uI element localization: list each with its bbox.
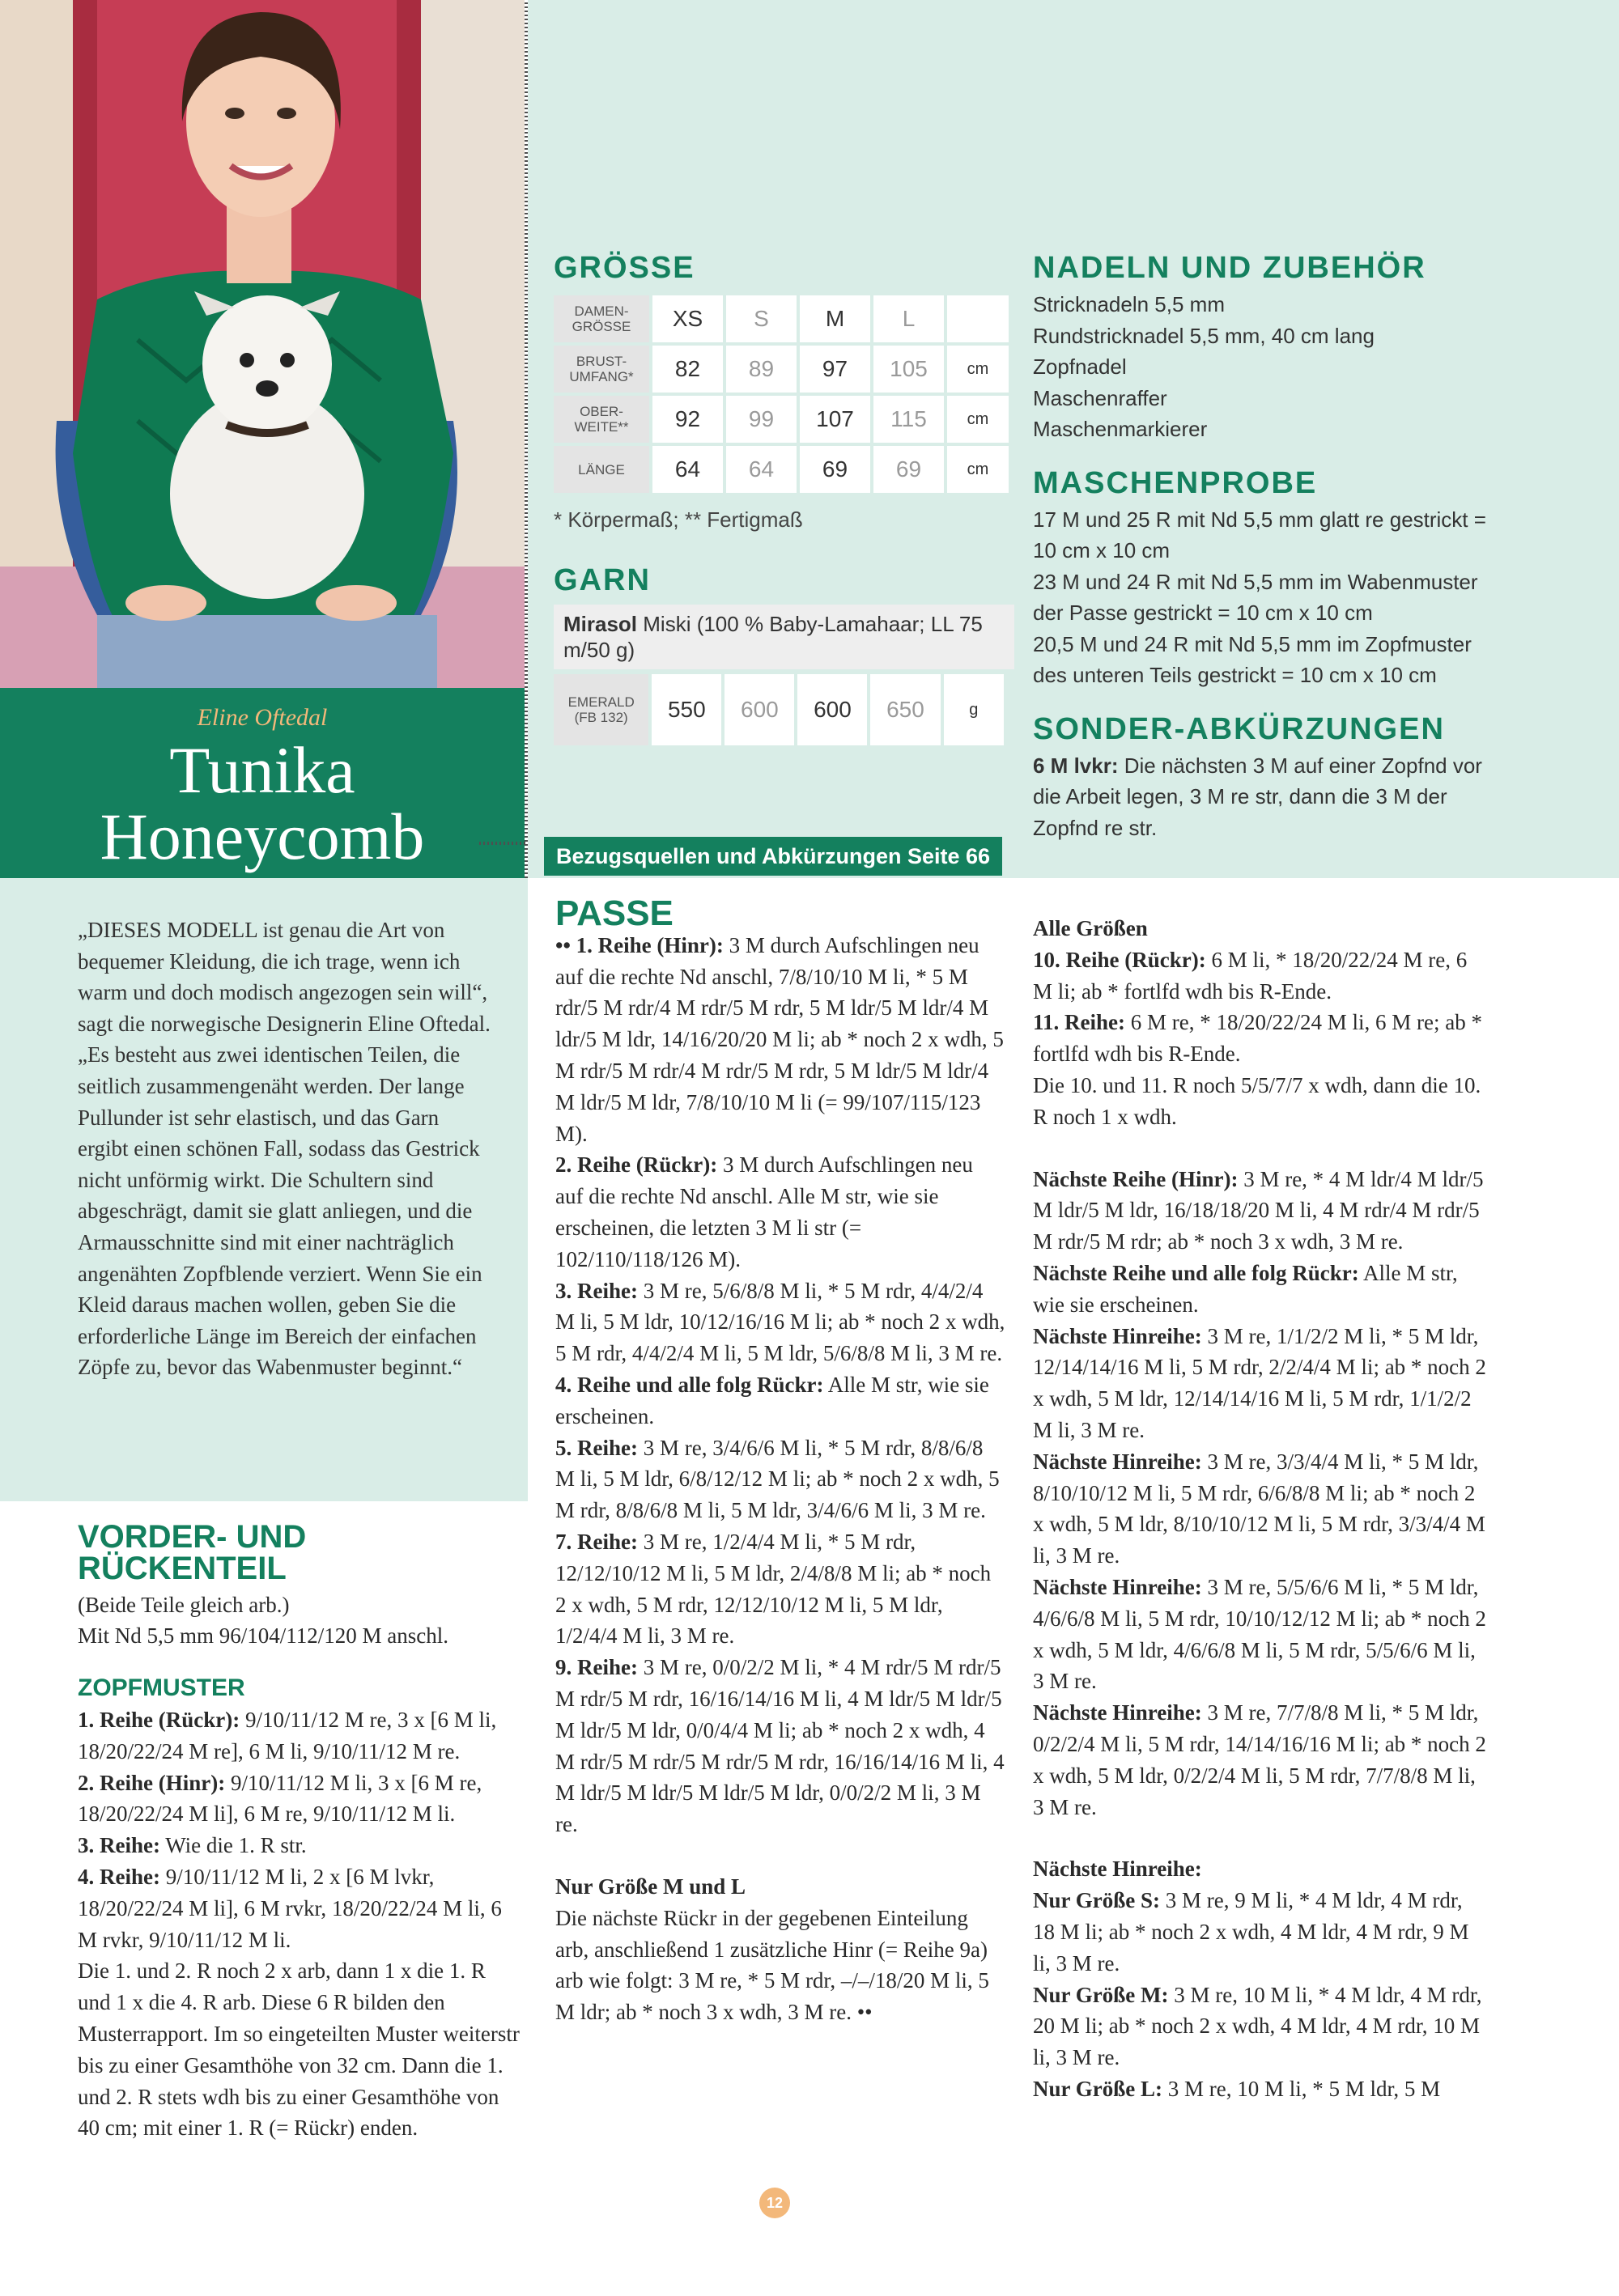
size-cell: 64 — [652, 446, 723, 493]
unit-cell: cm — [947, 346, 1009, 393]
unit-cell: cm — [947, 446, 1009, 493]
nadeln-heading: NADELN UND ZUBEHÖR — [1033, 251, 1426, 285]
page-title-line2: Honeycomb — [100, 800, 425, 873]
row-label: DAMEN- GRÖSSE — [554, 295, 649, 342]
passe-heading: PASSE — [555, 893, 674, 933]
cast-on-text: Mit Nd 5,5 mm 96/104/112/120 M anschl. — [78, 1623, 448, 1649]
size-cell: 69 — [873, 446, 944, 493]
yarn-brand: Mirasol — [563, 612, 638, 636]
needles-list — [1033, 289, 1486, 445]
needles-item: Maschenraffer — [1033, 385, 1167, 410]
yarn-cell: 600 — [725, 674, 794, 745]
references-bar: Bezugsquellen und Abkürzungen Seite 66 — [544, 837, 1002, 876]
row-label: BRUST- UMFANG* — [554, 346, 649, 393]
front-back-heading: VORDER- UND RÜCKENTEIL — [78, 1519, 307, 1586]
unit-cell: g — [944, 674, 1005, 745]
unit-cell: cm — [947, 396, 1009, 443]
front-back-section: VORDER- UND RÜCKENTEIL (Beide Teile gleich arb.) Mit Nd 5,5 mm 96/104/112/120 M anschl. ZOPFMUSTER 1. Reihe (Rückr): 9/10/11/12 M re, 3 x [6 M li, 18/20/22/24 M re], 6 M li, 9/10/11/12 M re. 2. Reihe (Hinr): 9/10/11/12 M li, 3 x [6 M re, 18/20/22/24 M li], 6 M re, 9/10/11/12 M li. 3. Reihe: Wie die 1. R str. 4. Reihe: 9/10/11/12 M li, 2 x [6 M lvkr, 18/20/22/24 M li], 6 M rvkr, 18/20/22/24 M li, 6 M rvkr, 9/10/11/12 M li. Die 1. und 2. R noch 2 x arb, dann 1 x die 1. R und 1 x die 4. R arb. Diese 6 R bilden den Musterrapport. Im so eingeteilten Muster weiterstr bis zu einer Gesamthöhe von 32 cm. Dann die 1. und 2. R stets wdh bis zu einer Gesamthöhe von 40 cm; mit einer 1. R (= Rückr) enden. — [78, 1521, 523, 2144]
size-row — [554, 346, 1009, 393]
needles-item: Stricknadeln 5,5 mm — [1033, 292, 1225, 316]
needles-item: Zopfnadel — [1033, 354, 1127, 379]
size-ml-heading: Nur Größe M und L — [555, 1874, 746, 1899]
needles-item: Rundstricknadel 5,5 mm, 40 cm lang — [1033, 323, 1375, 348]
size-cell: S — [726, 295, 797, 342]
abbrev-def: Die nächsten 3 M auf einer Zopfnd vor die Arbeit legen, 3 M re str, dann die 3 M der Zopfnd re str. — [1033, 753, 1482, 840]
size-table — [550, 292, 1012, 496]
title-stitch — [479, 842, 528, 845]
pattern-repeat-text: Die 1. und 2. R noch 2 x arb, dann 1 x die 1. R und 1 x die 4. R arb. Diese 6 R bilden den Musterrapport. Im so eingeteilten Muster weiterstr bis zu einer Gesamthöhe von 32 cm. Dann die 1. und 2. R stets wdh bis zu einer Gesamthöhe von 40 cm; mit einer 1. R (= Rückr) enden. — [78, 1959, 520, 2141]
yoke-section: PASSE •• 1. Reihe (Hinr): 3 M durch Aufschlingen neu auf die rechte Nd anschl, 7/8/10/10 M li, * 5 M rdr/5 M rdr/4 M rdr/5 M rdr, 5 M ldr/5 M ldr/4 M ldr/5 M ldr, 14/16/20/20 M li; ab * noch 2 x wdh, 5 M rdr/5 M rdr/4 M rdr/5 M rdr, 5 M ldr/5 M ldr/4 M ldr/5 M ldr, 7/8/10/10 M li (= 99/107/115/123 M). 2. Reihe (Rückr): 3 M durch Aufschlingen neu auf die rechte Nd anschl. Alle M str, wie sie erscheinen, die letzten 3 M li str (= 102/110/118/126 M). 3. Reihe: 3 M re, 5/6/8/8 M li, * 5 M rdr, 4/4/2/4 M li, 5 M ldr, 10/12/16/16 M li; ab * noch 2 x wdh, 5 M rdr, 4/4/2/4 M li, 5 M ldr, 5/6/8/8 M li, 3 M re. 4. Reihe und alle folg Rückr: Alle M str, wie sie erscheinen. 5. Reihe: 3 M re, 3/4/6/6 M li, * 5 M rdr, 8/8/6/8 M li, 5 M ldr, 6/8/12/12 M li; ab * noch 2 x wdh, 5 M rdr, 8/8/6/8 M li, 5 M ldr, 3/4/6/6 M li, 3 M re. 7. Reihe: 3 M re, 1/2/4/4 M li, * 5 M rdr, 12/12/10/12 M li, 5 M ldr, 2/4/8/8 M li; ab * noch 2 x wdh, 5 M rdr, 12/12/10/12 M li, 5 M ldr, 1/2/4/4 M li, 3 M re. 9. Reihe: 3 M re, 0/0/2/2 M li, * 4 M rdr/5 M rdr/5 M rdr/5 M rdr, 16/16/14/16 M li, 4 M ldr/5 M ldr/5 M ldr/5 M ldr, 0/0/4/4 M li; ab * noch 2 x wdh, 4 M rdr/5 M rdr/5 M rdr/5 M rdr, 16/16/14/16 M li, 4 M ldr/5 M ldr/5 M ldr/5 M ldr, 0/0/2/2 M li, 3 M re. Nur Größe M und L Die nächste Rückr in der gegebenen Einteilung arb, anschließend 1 zusätzliche Hinr (= Reihe 9a) arb wie folgt: 3 M re, * 5 M rdr, –/–/18/20 M li, 5 M ldr; ab * noch 3 x wdh, 3 M re. •• — [555, 898, 1005, 2028]
garn-section — [554, 563, 1007, 749]
sonder-heading: SONDER-ABKÜRZUNGEN — [1033, 711, 1445, 746]
size-cell: 115 — [873, 396, 944, 443]
size-cell: 105 — [873, 346, 944, 393]
size-cell: 92 — [652, 396, 723, 443]
size-cell: 97 — [800, 346, 870, 393]
size-cell: 69 — [800, 446, 870, 493]
size-cell: 82 — [652, 346, 723, 393]
size-cell: L — [873, 295, 944, 342]
model-photo — [0, 0, 525, 688]
size-cell: 89 — [726, 346, 797, 393]
size-cell: 107 — [800, 396, 870, 443]
yarn-cell: 650 — [870, 674, 940, 745]
abbrev-term: 6 M lvkr: — [1033, 753, 1119, 778]
front-back-note: (Beide Teile gleich arb.) — [78, 1592, 290, 1617]
yarn-description — [554, 605, 1014, 669]
gauge-text: 17 M und 25 R mit Nd 5,5 mm glatt re gestrickt = 10 cm x 10 cm 23 M und 24 R mit Nd 5,5 mm im Wabenmuster der Passe gestrickt = 10 cm x 10 cm 20,5 M und 24 R mit Nd 5,5 mm im Zopfmuster des unteren Teils gestrickt = 10 cm x 10 cm — [1033, 507, 1486, 687]
special-abbrev-text — [1033, 750, 1486, 844]
maschenprobe-heading: MASCHENPROBE — [1033, 465, 1318, 500]
yarn-desc: Miski (100 % Baby-Lamahaar; LL 75 m/50 g) — [563, 612, 983, 662]
cable-pattern-heading: ZOPFMUSTER — [78, 1674, 245, 1702]
all-sizes-heading: Alle Größen — [1033, 916, 1148, 940]
yarn-row — [554, 674, 1004, 745]
size-row — [554, 446, 1009, 493]
continuation-section: Alle Größen 10. Reihe (Rückr): 6 M li, * 18/20/22/24 M re, 6 M li; ab * fortlfd wdh bis R-Ende. 11. Reihe: 6 M re, * 18/20/22/24 M li, 6 M re; ab * fortlfd wdh bis R-Ende. Die 10. und 11. R noch 5/5/7/7 x wdh, dann die 10. R noch 1 x wdh. Nächste Reihe (Hinr): 3 M re, * 4 M ldr/4 M ldr/5 M ldr/5 M ldr, 16/18/18/20 M li, 4 M rdr/4 M rdr/5 M rdr/5 M rdr; ab * noch 3 x wdh, 3 M re. Nächste Reihe und alle folg Rückr: Alle M str, wie sie erscheinen. Nächste Hinreihe: 3 M re, 1/1/2/2 M li, * 5 M ldr, 12/14/14/16 M li, 5 M rdr, 2/2/4/4 M li; ab * noch 2 x wdh, 5 M ldr, 12/14/14/16 M li, 5 M rdr, 1/1/2/2 M li, 3 M re. Nächste Hinreihe: 3 M re, 3/3/4/4 M li, * 5 M ldr, 8/10/10/12 M li, 5 M rdr, 6/6/8/8 M li; ab * noch 2 x wdh, 5 M ldr, 8/10/10/12 M li, 5 M rdr, 3/3/4/4 M li, 3 M re. Nächste Hinreihe: 3 M re, 5/5/6/6 M li, * 5 M ldr, 4/6/6/8 M li, 5 M rdr, 10/10/12/12 M li; ab * noch 2 x wdh, 5 M ldr, 4/6/6/8 M li, 5 M rdr, 5/5/6/6 M li, 3 M re. Nächste Hinreihe: 3 M re, 7/7/8/8 M li, * 5 M ldr, 0/2/2/4 M li, 5 M rdr, 14/14/16/16 M li; ab * noch 2 x wdh, 5 M ldr, 0/2/2/4 M li, 5 M rdr, 7/7/8/8 M li, 3 M re. Nächste Hinreihe: Nur Größe S: 3 M re, 9 M li, * 4 M ldr, 4 M rdr, 18 M li; ab * noch 2 x wdh, 4 M ldr, 4 M rdr, 9 M li, 3 M re. Nur Größe M: 3 M re, 10 M li, * 4 M ldr, 4 M rdr, 20 M li; ab * noch 2 x wdh, 4 M ldr, 4 M rdr, 10 M li, 3 M re. Nur Größe L: 3 M re, 10 M li, * 5 M ldr, 5 M — [1033, 916, 1486, 2101]
size-row — [554, 396, 1009, 443]
yarn-cell: 550 — [652, 674, 721, 745]
divider-stitch — [525, 0, 528, 878]
needles-item: Maschenmarkierer — [1033, 417, 1208, 441]
materials-section — [1033, 251, 1486, 843]
page-number: 12 — [759, 2188, 790, 2218]
unit-cell — [947, 295, 1009, 342]
size-cell: M — [800, 295, 870, 342]
row-label: LÄNGE — [554, 446, 649, 493]
row-label: OBER- WEITE** — [554, 396, 649, 443]
size-row — [554, 295, 1009, 342]
garn-heading: GARN — [554, 563, 651, 597]
size-note: * Körpermaß; ** Fertigmaß — [554, 507, 803, 532]
groesse-heading: GRÖSSE — [554, 251, 695, 285]
yarn-cell: 600 — [797, 674, 867, 745]
intro-text: „DIESES MODELL ist genau die Art von bequemer Kleidung, die ich trage, wenn ich warm und doch modisch angezogen sein will“, sagt die norwegische Designerin Eline Oftedal. „Es besteht aus zwei identischen Teilen, die seitlich zusammengenäht werden. Der lange Pullunder ist sehr elastisch, und das Garn ergibt einen schönen Fall, sodass das Gestrick nicht unförmig wirkt. Die Schultern sind abgeschrägt, damit sie glatt anliegen, und die Armausschnitte sind mit einer nachträglich angenähten Zopfblende verziert. Wenn Sie ein Kleid daraus machen wollen, geben Sie die erforderliche Länge im Bereich der einfachen Zöpfe zu, bevor das Wabenmuster beginnt.“ — [78, 918, 491, 1380]
size-cell: XS — [652, 295, 723, 342]
yarn-table — [550, 671, 1007, 749]
size-ml-text: Die nächste Rückr in der gegebenen Einteilung arb, anschließend 1 zusätzliche Hinr (= Reihe 9a) arb wie folgt: 3 M re, * 5 M rdr, –/–/18/20 M li, 5 M ldr; ab * noch 3 x wdh, 3 M re. •• — [555, 1905, 989, 2025]
size-cell: 99 — [726, 396, 797, 443]
page-title-line1: Tunika — [169, 733, 355, 807]
yarn-color-label: EMERALD (FB 132) — [554, 674, 648, 745]
size-cell: 64 — [726, 446, 797, 493]
title-block — [0, 688, 525, 878]
groesse-section — [554, 251, 1012, 533]
designer-name: Eline Oftedal — [197, 704, 328, 731]
